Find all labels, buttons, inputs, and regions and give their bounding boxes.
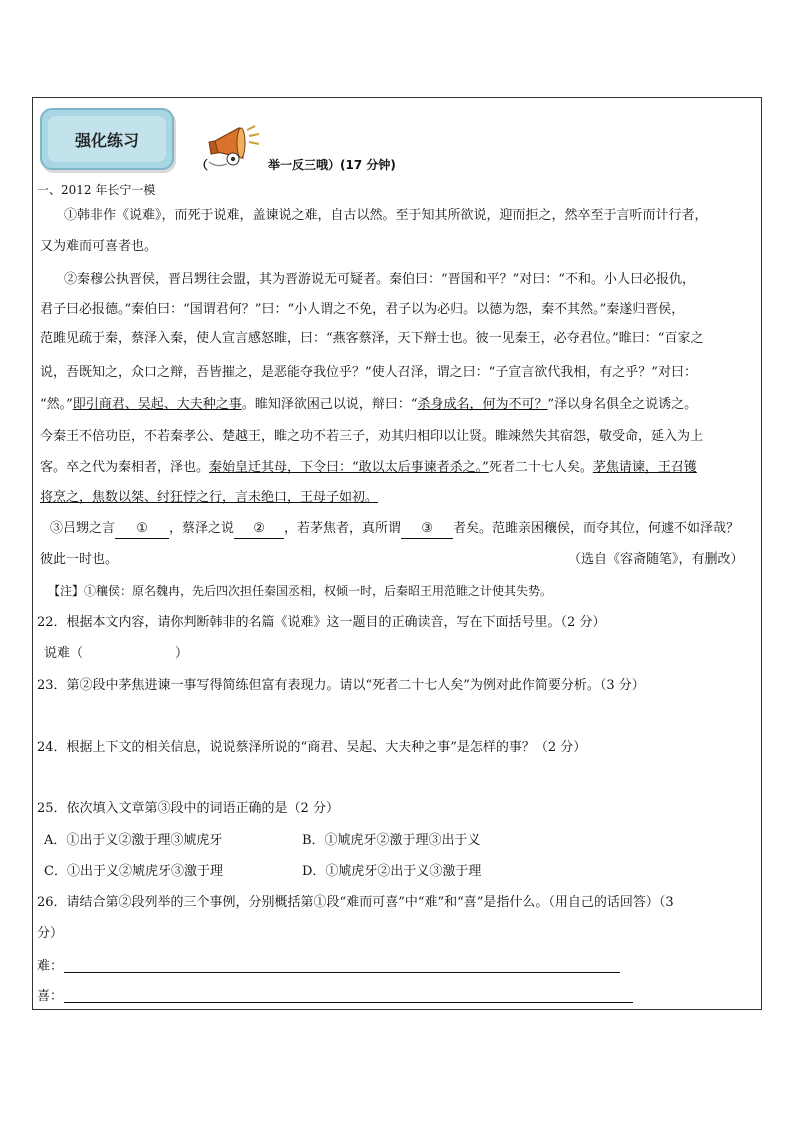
- answer-nan-label: 难：: [37, 959, 64, 974]
- question-25: 25．依次填入文章第③段中的词语正确的是（2 分）: [37, 801, 339, 816]
- section-badge: [40, 108, 174, 170]
- p3-line1: [50, 520, 739, 539]
- p3-line1-c: ，若茅焦者，真所谓: [284, 521, 402, 536]
- section-title: 一、2012 年长宁一模: [37, 183, 156, 197]
- subtitle: [196, 156, 396, 173]
- p1-line1: ①韩非作《说难》，而死于说难，盖谏说之难，自古以然。至于知其所欲说，迎而拒之，然卒至于言听而计行者，: [64, 208, 708, 223]
- q22-answer-label: 说难（: [44, 646, 84, 661]
- p2-line3: 范雎见疏于秦，蔡泽入秦，使人宣言感怒睢，曰：“燕客蔡泽，天下辩士也。彼一见秦王，必夺君位。”睢曰：“百家之: [40, 331, 704, 346]
- p3-line1-d: 者矣。范雎亲困穰侯，而夺其位，何遽不如泽哉？: [453, 521, 740, 536]
- p3-line2: 彼此一时也。: [40, 552, 119, 567]
- q22-answer-close: ）: [175, 646, 189, 661]
- p1-line2: 又为难而可喜者也。: [40, 239, 158, 254]
- answer-nan-field[interactable]: [64, 972, 620, 973]
- blank-2[interactable]: ②: [234, 520, 284, 539]
- annotation-note: 【注】①穰侯：原名魏冉，先后四次担任秦国丞相，权倾一时，后秦昭王用范睢之计使其失势。: [48, 584, 553, 598]
- p2-line7: [40, 459, 697, 477]
- badge-title: 强化练习: [48, 116, 166, 162]
- p3-line1-b: ，蔡泽之说: [169, 521, 235, 536]
- underlined-qinshihuang: 秦始皇迁其母，下令曰：“敢以太后事谏者杀之。”: [209, 460, 489, 475]
- option-a[interactable]: A．①出于义②激于理③虓虎牙: [44, 833, 223, 848]
- p2-line5-a: “然。”: [40, 397, 73, 412]
- question-26-line2: 分）: [37, 926, 64, 941]
- p2-line6: 今秦王不倍功臣，不若秦孝公、楚越王，睢之功不若三子，劝其归相印以让贤。睢竦然失其宿怨，敬受命，延入为上: [40, 429, 704, 444]
- p2-line4: 说，吾既知之，众口之辩，吾皆摧之，是恶能夺我位乎？”使人召泽，谓之曰：“子宣言欲代我相，有之乎？”对曰：: [40, 365, 697, 380]
- answer-xi-field[interactable]: [64, 1002, 633, 1003]
- p2-line2: 君子曰必报德。”秦伯曰：“国谓君何？”曰：“小人谓之不免，君子以为必归。以德为怨，秦不其然。”秦遂归晋侯，: [40, 302, 685, 317]
- p3-line1-a: ③吕甥之言: [50, 521, 116, 536]
- blank-3[interactable]: ③: [401, 520, 453, 539]
- p2-line1: ②秦穆公执晋侯，晋吕甥往会盟，其为晋游说无可疑者。秦伯曰：“晋国和平？”对曰：“不和。小人曰必报仇，: [64, 272, 695, 287]
- p2-line5-b: 。睢知泽欲困己以说，辩曰：“: [241, 397, 418, 412]
- answer-xi-label: 喜：: [37, 989, 64, 1004]
- option-c[interactable]: C．①出于义②虓虎牙③激于理: [44, 864, 223, 879]
- question-23: 23．第②段中茅焦进谏一事写得简练但富有表现力。请以“死者二十七人矣”为例对此作简要分析。（3 分）: [37, 678, 645, 693]
- underlined-shangjun: 即引商君、吴起、大夫种之事: [72, 397, 242, 412]
- p2-line7-b: 死者二十七人矣。: [488, 460, 593, 475]
- p2-line5-c: ”泽以身名俱全之说诱之。: [547, 397, 698, 412]
- option-d[interactable]: D．①虓虎牙②出于义③激于理: [302, 864, 482, 879]
- subtitle-text: 举一反三哦）(17 分钟): [268, 158, 396, 172]
- q22-answer: [44, 645, 188, 663]
- blank-1[interactable]: ①: [115, 520, 169, 539]
- underlined-maojiao: 茅焦请谏，王召镬: [592, 460, 697, 475]
- underlined-shashen: 杀身成名，何为不可？: [417, 397, 548, 412]
- option-b[interactable]: B．①虓虎牙②激于理③出于义: [302, 833, 481, 848]
- subtitle-open-paren: （: [196, 158, 209, 172]
- p2-line5: [40, 396, 697, 414]
- p2-line7-a: 客。卒之代为秦相者，泽也。: [40, 460, 210, 475]
- question-24: 24．根据上下文的相关信息，说说蔡泽所说的“商君、吴起、大夫种之事”是怎样的事？（2 分）: [37, 740, 587, 755]
- question-22: 22．根据本文内容，请你判断韩非的名篇《说难》这一题目的正确读音，写在下面括号里。（2 分）: [37, 615, 606, 630]
- source-note: （选自《容斋随笔》，有删改）: [568, 552, 744, 567]
- question-26-line1: 26．请结合第②段列举的三个事例，分别概括第①段“难而可喜”中“难”和“喜”是指什么。（用自己的话回答）（3: [37, 895, 674, 910]
- p2-line8: 将烹之，焦数以桀、纣狂悖之行，言未绝口，王母子如初。: [40, 490, 379, 505]
